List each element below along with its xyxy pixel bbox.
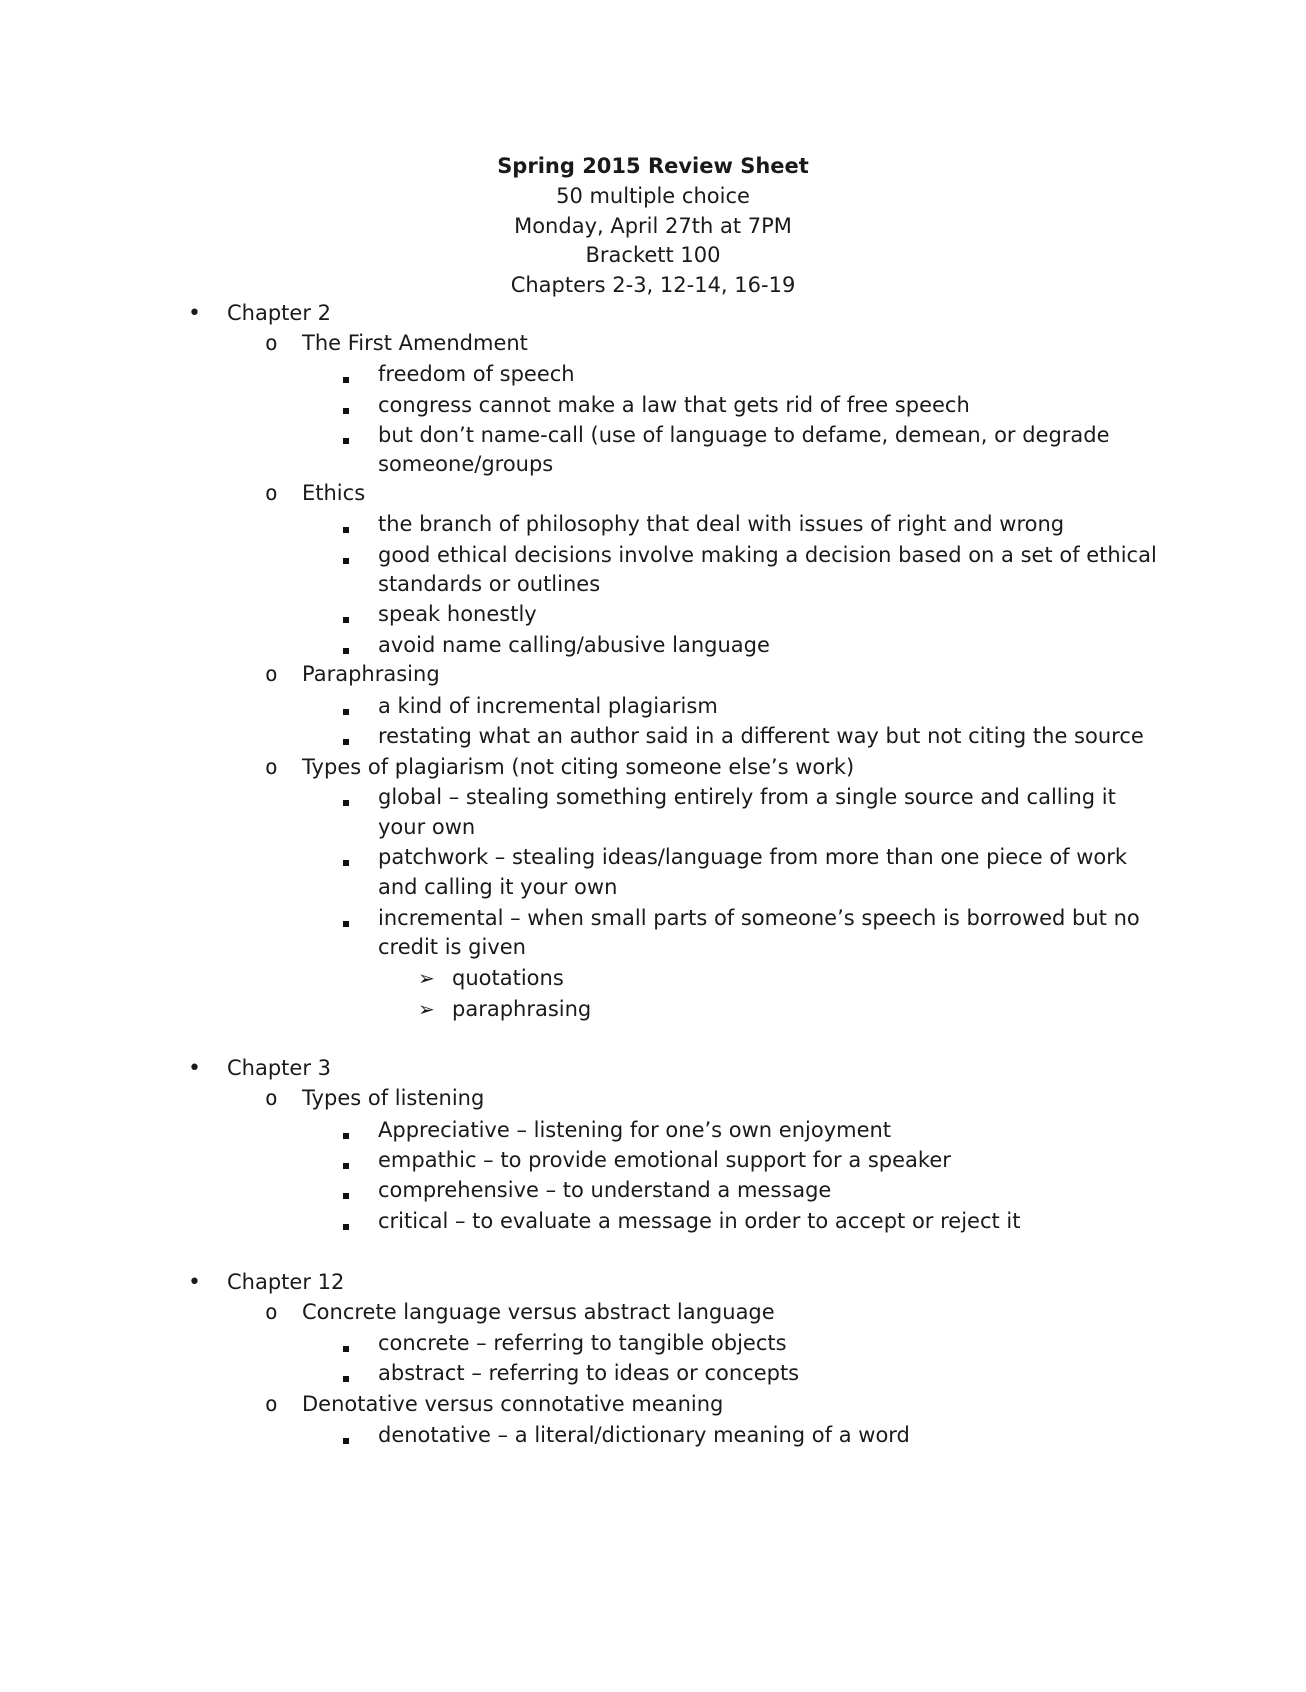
list-item: avoid name calling/abusive language xyxy=(378,633,770,657)
circle-bullet-icon: o xyxy=(265,755,278,779)
topic-heading: Ethics xyxy=(302,481,366,505)
list-item: empathic – to provide emotional support for a speaker xyxy=(378,1148,951,1172)
list-item: incremental – when small parts of someone’s speech is borrowed but no xyxy=(378,906,1140,930)
circle-bullet-icon: o xyxy=(265,481,278,505)
list-item: concrete – referring to tangible objects xyxy=(378,1331,787,1355)
circle-bullet-icon: o xyxy=(265,1086,278,1110)
topic-heading: The First Amendment xyxy=(302,331,528,355)
square-bullet-icon xyxy=(343,800,349,806)
list-item: a kind of incremental plagiarism xyxy=(378,694,718,718)
bullet-icon: • xyxy=(188,301,201,326)
chapter-heading: Chapter 12 xyxy=(227,1270,345,1294)
list-item-continuation: credit is given xyxy=(378,935,526,959)
topic-heading: Types of plagiarism (not citing someone else’s work) xyxy=(302,755,855,779)
exam-location: Brackett 100 xyxy=(585,243,721,267)
circle-bullet-icon: o xyxy=(265,331,278,355)
exam-date: Monday, April 27th at 7PM xyxy=(514,214,792,238)
list-item: speak honestly xyxy=(378,602,537,626)
square-bullet-icon xyxy=(343,1376,349,1382)
arrow-bullet-icon: ➢ xyxy=(418,997,435,1021)
topic-heading: Denotative versus connotative meaning xyxy=(302,1392,724,1416)
document-title: Spring 2015 Review Sheet xyxy=(497,154,809,178)
square-bullet-icon xyxy=(343,860,349,866)
list-item: Appreciative – listening for one’s own enjoyment xyxy=(378,1118,892,1142)
topic-heading: Concrete language versus abstract language xyxy=(302,1300,775,1324)
list-item: good ethical decisions involve making a decision based on a set of ethical xyxy=(378,543,1157,567)
list-item: global – stealing something entirely from a single source and calling it xyxy=(378,785,1116,809)
topic-heading: Paraphrasing xyxy=(302,662,440,686)
list-item: restating what an author said in a different way but not citing the source xyxy=(378,724,1144,748)
list-item: freedom of speech xyxy=(378,362,575,386)
list-item: patchwork – stealing ideas/language from more than one piece of work xyxy=(378,845,1128,869)
chapter-heading: Chapter 3 xyxy=(227,1056,331,1080)
sub-list-item: paraphrasing xyxy=(452,997,592,1021)
exam-format: 50 multiple choice xyxy=(556,184,750,208)
square-bullet-icon xyxy=(343,1346,349,1352)
square-bullet-icon xyxy=(343,1133,349,1139)
chapter-heading: Chapter 2 xyxy=(227,301,331,325)
list-item: the branch of philosophy that deal with issues of right and wrong xyxy=(378,512,1065,536)
square-bullet-icon xyxy=(343,1193,349,1199)
square-bullet-icon xyxy=(343,527,349,533)
square-bullet-icon xyxy=(343,709,349,715)
square-bullet-icon xyxy=(343,1163,349,1169)
bullet-icon: • xyxy=(188,1056,201,1081)
bullet-icon: • xyxy=(188,1270,201,1295)
square-bullet-icon xyxy=(343,648,349,654)
list-item-continuation: someone/groups xyxy=(378,452,554,476)
list-item: denotative – a literal/dictionary meaning of a word xyxy=(378,1423,910,1447)
list-item-continuation: standards or outlines xyxy=(378,572,601,596)
square-bullet-icon xyxy=(343,921,349,927)
square-bullet-icon xyxy=(343,408,349,414)
square-bullet-icon xyxy=(343,377,349,383)
square-bullet-icon xyxy=(343,739,349,745)
list-item-continuation: your own xyxy=(378,815,476,839)
list-item: congress cannot make a law that gets rid of free speech xyxy=(378,393,970,417)
square-bullet-icon xyxy=(343,558,349,564)
circle-bullet-icon: o xyxy=(265,1300,278,1324)
circle-bullet-icon: o xyxy=(265,1392,278,1416)
sub-list-item: quotations xyxy=(452,966,564,990)
exam-chapters: Chapters 2-3, 12-14, 16-19 xyxy=(510,273,796,297)
square-bullet-icon xyxy=(343,1438,349,1444)
list-item-continuation: and calling it your own xyxy=(378,875,618,899)
circle-bullet-icon: o xyxy=(265,662,278,686)
list-item: but don’t name-call (use of language to defame, demean, or degrade xyxy=(378,423,1110,447)
list-item: comprehensive – to understand a message xyxy=(378,1178,832,1202)
arrow-bullet-icon: ➢ xyxy=(418,966,435,990)
square-bullet-icon xyxy=(343,1224,349,1230)
topic-heading: Types of listening xyxy=(302,1086,485,1110)
list-item: critical – to evaluate a message in order to accept or reject it xyxy=(378,1209,1021,1233)
square-bullet-icon xyxy=(343,617,349,623)
list-item: abstract – referring to ideas or concepts xyxy=(378,1361,800,1385)
square-bullet-icon xyxy=(343,438,349,444)
